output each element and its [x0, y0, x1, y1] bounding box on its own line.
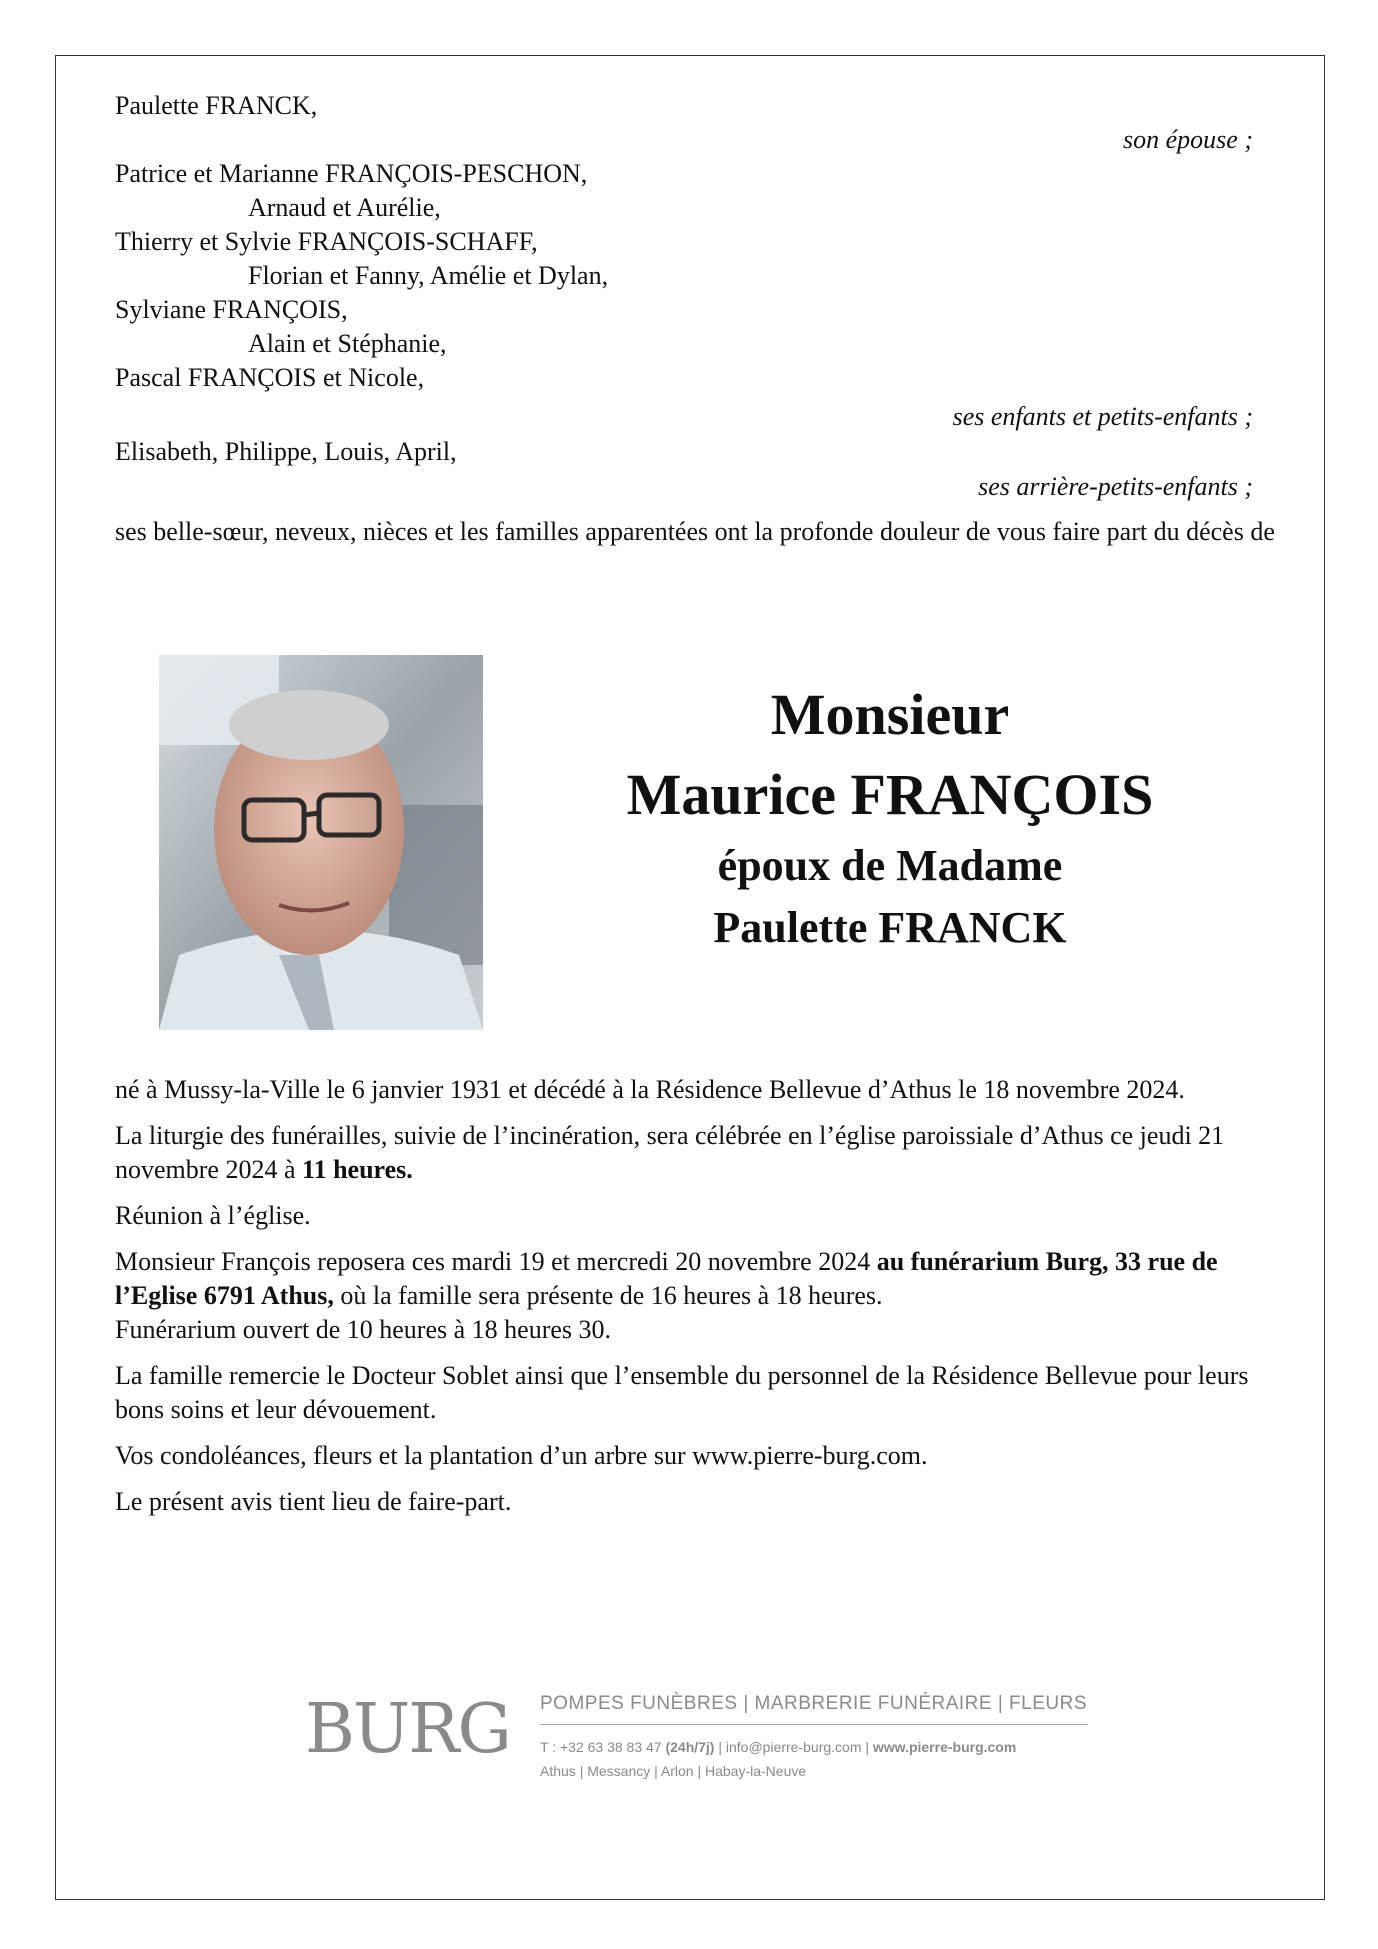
- notice-body: [115, 1073, 1290, 1531]
- footer-services: POMPES FUNÈBRES | MARBRERIE FUNÉRAIRE | FLEURS: [540, 1693, 1088, 1714]
- deceased-name-block: [540, 675, 1240, 959]
- spouse-line: époux de Madame: [717, 841, 1063, 890]
- grandchildren-1: Arnaud et Aurélie,: [248, 193, 441, 222]
- thanks-text: La famille remercie le Docteur Soblet ainsi que l’ensemble du personnel de la Résidence Bellevue pour leurs bons soins et leur dévouement.: [115, 1361, 1249, 1424]
- wife-name: Paulette FRANCK,: [115, 91, 318, 120]
- footer-info: [540, 1690, 1088, 1783]
- footer-phone: T : +32 63 38 83 47: [540, 1739, 666, 1755]
- burg-logo-text: BURG: [305, 1690, 510, 1769]
- rest-text: [115, 1245, 1290, 1347]
- condolences-text: Vos condoléances, fleurs et la plantation d’un arbre sur www.pierre-burg.com.: [115, 1441, 928, 1470]
- funerarium-hours: Funérarium ouvert de 10 heures à 18 heures 30.: [115, 1315, 612, 1344]
- birth-death-text: né à Mussy-la-Ville le 6 janvier 1931 et décédé à la Résidence Bellevue d’Athus le 18 novembre 2024.: [115, 1075, 1185, 1104]
- spouse-name: Paulette FRANCK: [713, 903, 1067, 952]
- rest-text-start: Monsieur François reposera ces mardi 19 et mercredi 20 novembre 2024: [115, 1247, 877, 1276]
- reunion-text: Réunion à l’église.: [115, 1201, 311, 1230]
- deceased-name: Maurice FRANÇOIS: [626, 762, 1154, 827]
- footer-divider: [540, 1724, 1088, 1725]
- children-role: ses enfants et petits-enfants ;: [952, 402, 1253, 431]
- liturgy-text: [115, 1119, 1290, 1187]
- great-grandchildren: Elisabeth, Philippe, Louis, April,: [115, 437, 457, 466]
- child-2: Thierry et Sylvie FRANÇOIS-SCHAFF,: [115, 227, 538, 256]
- footer-towns: Athus | Messancy | Arlon | Habay-la-Neuve: [540, 1763, 807, 1779]
- liturgy-time: 11 heures.: [302, 1155, 413, 1184]
- footer-website: www.pierre-burg.com: [872, 1739, 1017, 1755]
- footer-email: | info@pierre-burg.com |: [714, 1739, 873, 1755]
- child-1: Patrice et Marianne FRANÇOIS-PESCHON,: [115, 159, 588, 188]
- notice-text: Le présent avis tient lieu de faire-part.: [115, 1487, 512, 1516]
- rest-place: au funérarium Burg, 33 rue de l’Eglise 6791 Athus,: [115, 1247, 1218, 1310]
- child-4: Pascal FRANÇOIS et Nicole,: [115, 363, 425, 392]
- portrait-photo: [159, 655, 483, 1030]
- child-3: Sylviane FRANÇOIS,: [115, 295, 348, 324]
- footer-phone-hours: (24h/7j): [665, 1739, 715, 1755]
- family-sentence: [115, 515, 1290, 549]
- deceased-title: Monsieur: [770, 682, 1010, 747]
- liturgy-text-start: La liturgie des funérailles, suivie de l’incinération, sera célébrée en l’église paroissiale d’Athus ce jeudi 21 novembre 2024 à: [115, 1121, 1225, 1184]
- rest-text-end: où la famille sera présente de 16 heures à 18 heures.: [333, 1281, 883, 1310]
- wife-role: son épouse ;: [1123, 125, 1253, 154]
- footer-contact: [540, 1735, 1088, 1759]
- great-grandchildren-role: ses arrière-petits-enfants ;: [978, 472, 1253, 501]
- grandchildren-2: Florian et Fanny, Amélie et Dylan,: [248, 261, 609, 290]
- family-sentence-text: ses belle-sœur, neveux, nièces et les familles apparentées ont la profonde douleur de vous faire part du décès de: [115, 517, 1275, 546]
- grandchildren-3: Alain et Stéphanie,: [248, 329, 447, 358]
- burg-logo: [305, 1690, 510, 1780]
